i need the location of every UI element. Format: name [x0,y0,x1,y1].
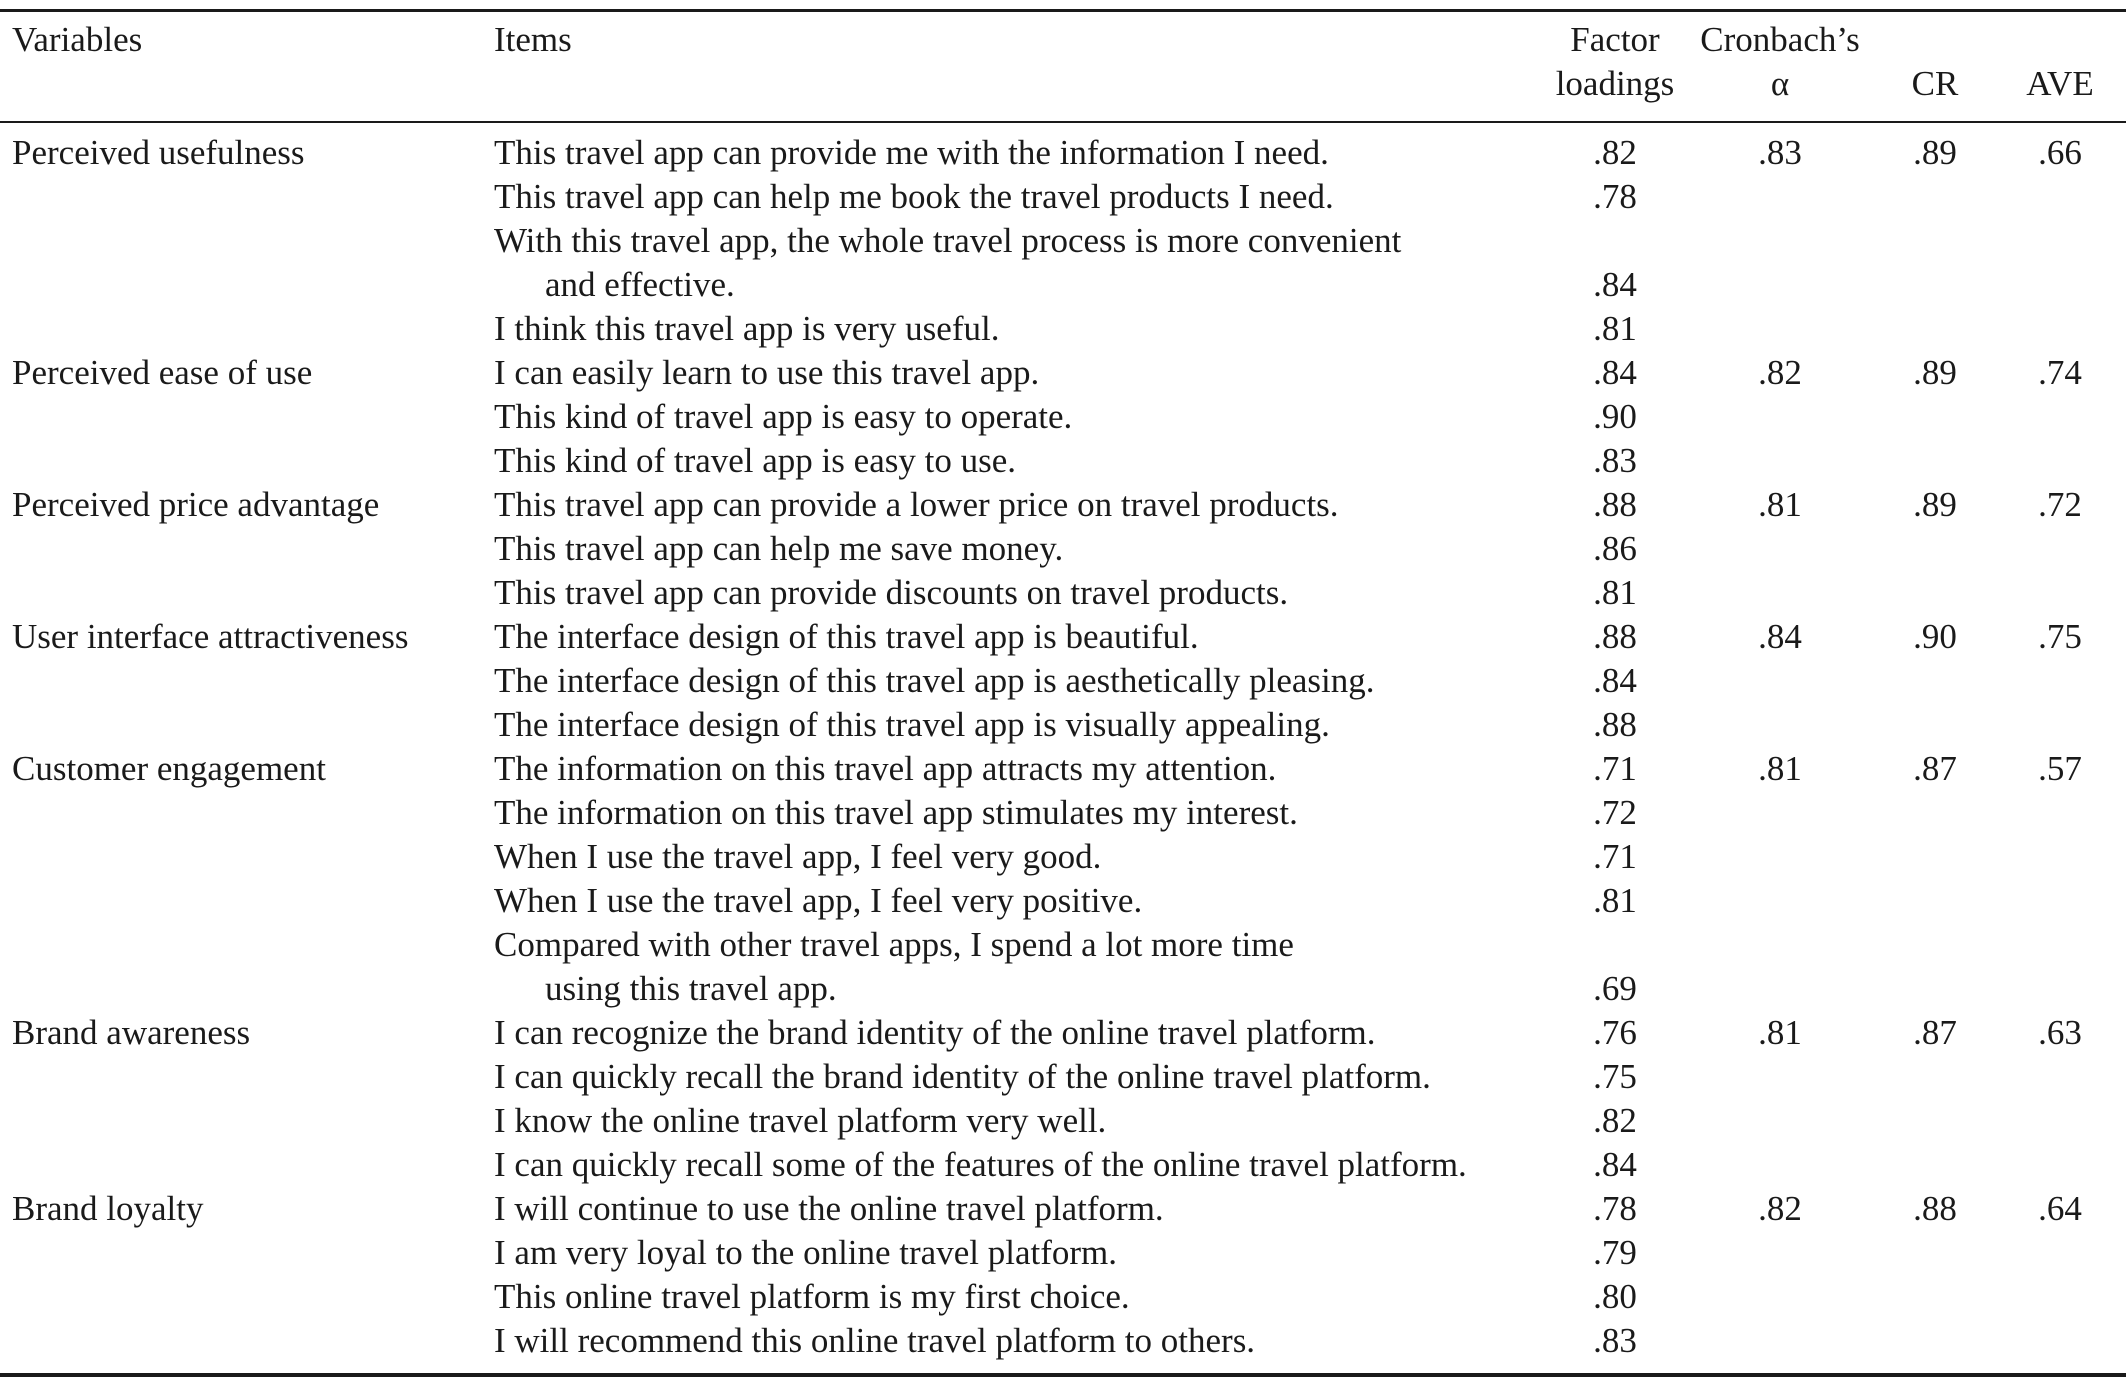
item-text: Compared with other travel apps, I spend a lot more time [494,925,1294,964]
cronbach-alpha: .81 [1758,749,1802,788]
composite-reliability: .89 [1913,133,1957,172]
factor-loading: .71 [1593,749,1637,788]
factor-loading: .88 [1593,705,1637,744]
item-text: I can quickly recall the brand identity of the online travel platform. [494,1057,1431,1096]
cronbach-alpha: .84 [1758,617,1802,656]
factor-loading: .79 [1593,1233,1637,1272]
factor-loading: .84 [1593,661,1637,700]
item-text: This travel app can provide me with the information I need. [494,133,1329,172]
average-variance-extracted: .57 [2038,749,2082,788]
header-items: Items [494,20,572,59]
cronbach-alpha: .81 [1758,485,1802,524]
header-ave: AVE [2026,64,2094,103]
cronbach-alpha: .81 [1758,1013,1802,1052]
item-text-continued: and effective. [545,265,735,304]
factor-loading: .71 [1593,837,1637,876]
factor-loading: .88 [1593,485,1637,524]
item-text: I think this travel app is very useful. [494,309,1000,348]
item-text: This online travel platform is my first choice. [494,1277,1130,1316]
variable-name: Perceived ease of use [12,353,313,392]
factor-loading: .84 [1593,265,1637,304]
factor-loading: .81 [1593,309,1637,348]
composite-reliability: .88 [1913,1189,1957,1228]
header-factor-line1: Factor [1570,20,1660,59]
average-variance-extracted: .75 [2038,617,2082,656]
item-text: I can recognize the brand identity of the online travel platform. [494,1013,1376,1052]
factor-loading: .78 [1593,177,1637,216]
item-text: When I use the travel app, I feel very good. [494,837,1102,876]
factor-loading: .78 [1593,1189,1637,1228]
header-cronbach-line1: Cronbach’s [1700,20,1860,59]
factor-loading: .90 [1593,397,1637,436]
item-text: This travel app can provide a lower price on travel products. [494,485,1339,524]
composite-reliability: .89 [1913,353,1957,392]
item-text: With this travel app, the whole travel process is more convenient [494,221,1402,260]
header-rule [0,121,2126,123]
factor-loading: .82 [1593,1101,1637,1140]
header-variables: Variables [12,20,143,59]
factor-loading: .84 [1593,1145,1637,1184]
item-text: The information on this travel app attracts my attention. [494,749,1277,788]
header-cronbach-line2: α [1770,64,1790,103]
variable-name: Brand loyalty [12,1189,204,1228]
item-text: The information on this travel app stimulates my interest. [494,793,1298,832]
average-variance-extracted: .74 [2038,353,2082,392]
item-text: I know the online travel platform very well. [494,1101,1107,1140]
variable-name: Brand awareness [12,1013,251,1052]
composite-reliability: .90 [1913,617,1957,656]
factor-loading: .84 [1593,353,1637,392]
composite-reliability: .89 [1913,485,1957,524]
factor-loading: .83 [1593,441,1637,480]
factor-loading: .69 [1593,969,1637,1008]
variable-name: Customer engagement [12,749,326,788]
composite-reliability: .87 [1913,1013,1957,1052]
average-variance-extracted: .72 [2038,485,2082,524]
factor-loading: .76 [1593,1013,1637,1052]
factor-loading: .72 [1593,793,1637,832]
item-text: I will recommend this online travel platform to others. [494,1321,1256,1360]
average-variance-extracted: .63 [2038,1013,2082,1052]
factor-loading: .88 [1593,617,1637,656]
item-text: This travel app can help me book the travel products I need. [494,177,1334,216]
factor-loading: .80 [1593,1277,1637,1316]
factor-loading: .86 [1593,529,1637,568]
item-text: The interface design of this travel app is beautiful. [494,617,1199,656]
header-factor-line2: loadings [1555,64,1675,103]
item-text: I can quickly recall some of the features of the online travel platform. [494,1145,1467,1184]
variable-name: User interface attractiveness [12,617,409,656]
item-text-continued: using this travel app. [545,969,837,1008]
cronbach-alpha: .83 [1758,133,1802,172]
factor-loading: .81 [1593,573,1637,612]
item-text: This kind of travel app is easy to operate. [494,397,1073,436]
factor-loading: .83 [1593,1321,1637,1360]
item-text: This travel app can help me save money. [494,529,1064,568]
variable-name: Perceived usefulness [12,133,305,172]
top-rule [0,9,2126,12]
item-text: This travel app can provide discounts on travel products. [494,573,1289,612]
header-cronbach-alpha [1690,18,1870,106]
factor-loading: .82 [1593,133,1637,172]
bottom-rule [0,1373,2126,1377]
average-variance-extracted: .66 [2038,133,2082,172]
header-factor-loadings [1545,18,1685,106]
factor-loading: .75 [1593,1057,1637,1096]
item-text: I can easily learn to use this travel app. [494,353,1040,392]
item-text: I will continue to use the online travel platform. [494,1189,1164,1228]
header-cr: CR [1911,64,1959,103]
item-text: This kind of travel app is easy to use. [494,441,1016,480]
item-text: When I use the travel app, I feel very positive. [494,881,1143,920]
composite-reliability: .87 [1913,749,1957,788]
cronbach-alpha: .82 [1758,1189,1802,1228]
variable-name: Perceived price advantage [12,485,380,524]
factor-loading: .81 [1593,881,1637,920]
item-text: The interface design of this travel app is visually appealing. [494,705,1330,744]
item-text: The interface design of this travel app is aesthetically pleasing. [494,661,1375,700]
average-variance-extracted: .64 [2038,1189,2082,1228]
item-text: I am very loyal to the online travel platform. [494,1233,1117,1272]
cronbach-alpha: .82 [1758,353,1802,392]
